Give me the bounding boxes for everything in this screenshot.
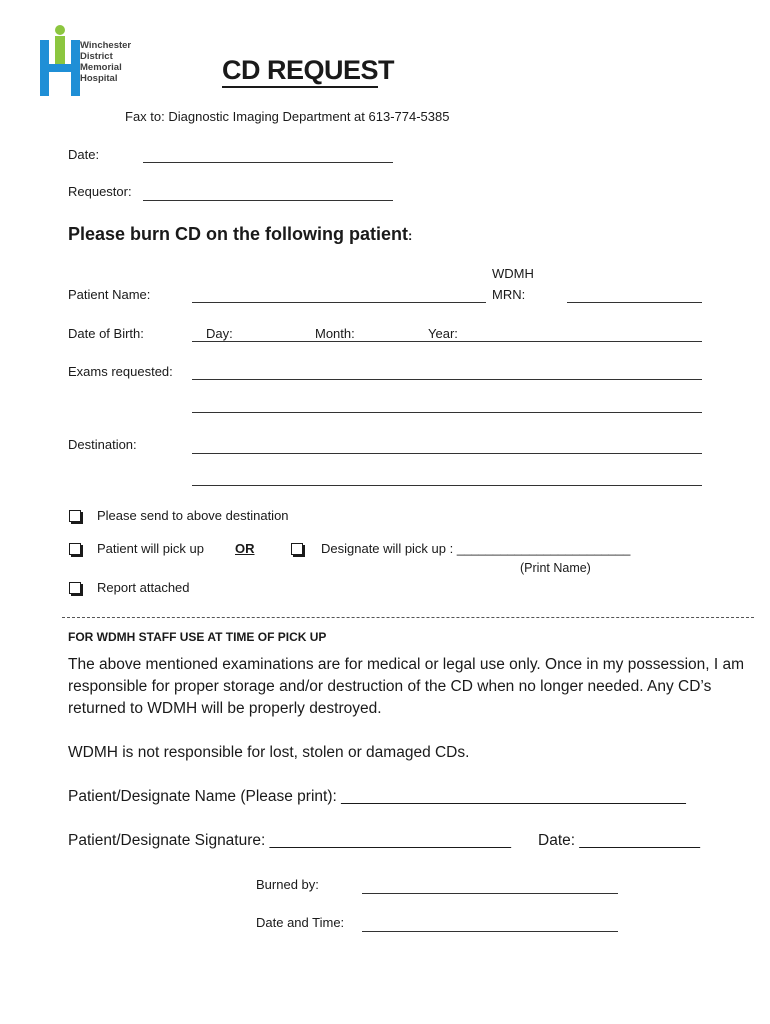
- mrn-label-line2: MRN:: [492, 287, 526, 302]
- staff-section-heading: FOR WDMH STAFF USE AT TIME OF PICK UP: [68, 630, 327, 644]
- date-time-label: Date and Time:: [256, 915, 345, 930]
- patient-name-label: Patient Name:: [68, 287, 151, 302]
- hospital-name: [80, 40, 131, 84]
- designate-signature-field[interactable]: Patient/Designate Signature: ____________________________: [68, 832, 511, 849]
- or-label: OR: [235, 541, 255, 556]
- designate-pickup-label: Designate will pick up : ________________________: [321, 541, 631, 556]
- hospital-logo-icon: [38, 24, 82, 98]
- dob-day-label: Day:: [206, 326, 233, 341]
- hospital-name-line: Winchester: [80, 40, 132, 51]
- section-heading: [68, 224, 412, 245]
- destination-field-line1[interactable]: [192, 453, 702, 454]
- dob-month-label: Month:: [315, 326, 355, 341]
- signature-date-field[interactable]: Date: ______________: [538, 832, 701, 849]
- dob-label: Date of Birth:: [68, 326, 144, 341]
- patient-pickup-checkbox[interactable]: [69, 543, 81, 555]
- exams-label: Exams requested:: [68, 364, 173, 379]
- fax-instructions: Fax to: Diagnostic Imaging Department at 613-774-5385: [125, 109, 450, 124]
- dob-year-label: Year:: [428, 326, 458, 341]
- liability-notice: WDMH is not responsible for lost, stolen or damaged CDs.: [68, 744, 470, 761]
- exams-field-line2[interactable]: [192, 412, 702, 413]
- hospital-name-line: Memorial: [80, 62, 122, 73]
- designate-name-field[interactable]: Patient/Designate Name (Please print): ________________________________________: [68, 788, 686, 805]
- terms-paragraph: The above mentioned examinations are for medical or legal use only. Once in my possession, I am responsible for proper storage and/or destruction of the CD when no longer needed. Any CD’s returned to WDMH will be properly destroyed.: [68, 656, 745, 717]
- page-title: CD REQUEST: [222, 55, 395, 85]
- date-time-field[interactable]: [362, 931, 618, 932]
- patient-name-field[interactable]: [192, 302, 486, 303]
- burned-by-label: Burned by:: [256, 877, 319, 892]
- exams-field-line1[interactable]: [192, 379, 702, 380]
- destination-field-line2[interactable]: [192, 485, 702, 486]
- send-destination-checkbox[interactable]: [69, 510, 81, 522]
- section-heading-text: Please burn CD on the following patient: [68, 224, 409, 244]
- date-label: Date:: [68, 147, 100, 162]
- designate-pickup-checkbox[interactable]: [291, 543, 303, 555]
- requestor-field[interactable]: [143, 200, 393, 201]
- report-attached-checkbox[interactable]: [69, 582, 81, 594]
- print-name-caption: (Print Name): [520, 561, 591, 575]
- section-divider: [62, 617, 754, 618]
- hospital-name-line: District: [80, 51, 113, 62]
- hospital-name-line: Hospital: [80, 73, 118, 84]
- send-destination-label: Please send to above destination: [97, 508, 289, 523]
- section-heading-colon: :: [408, 228, 413, 243]
- destination-label: Destination:: [68, 437, 137, 452]
- mrn-label-line1: WDMH: [492, 266, 534, 281]
- burned-by-field[interactable]: [362, 893, 618, 894]
- dob-field[interactable]: [192, 341, 702, 342]
- requestor-label: Requestor:: [68, 184, 132, 199]
- date-field[interactable]: [143, 162, 393, 163]
- patient-pickup-label: Patient will pick up: [97, 541, 204, 556]
- report-attached-label: Report attached: [97, 580, 190, 595]
- mrn-field[interactable]: [567, 302, 702, 303]
- title-underline: [222, 86, 378, 88]
